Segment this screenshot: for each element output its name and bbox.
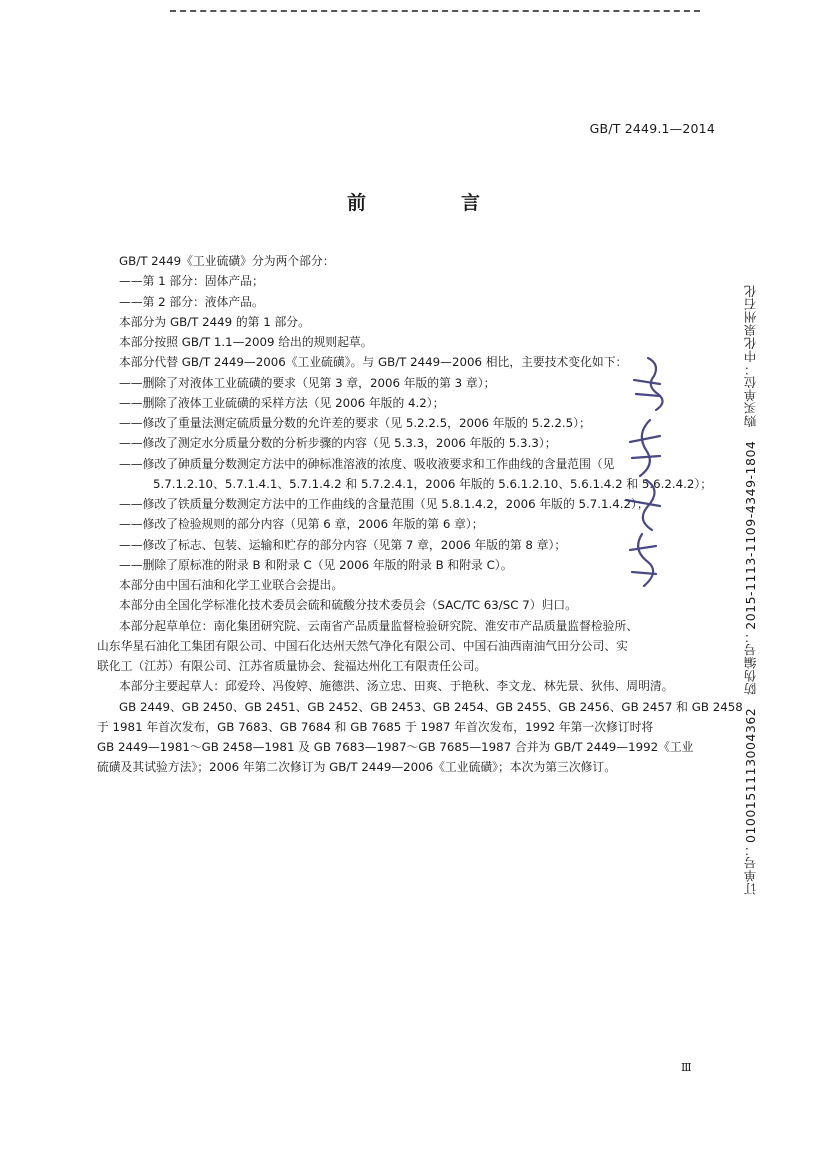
- text-line: 硫磺及其试验方法》；2006 年第二次修订为 GB/T 2449—2006《工业硫磺》；本次为第三次修订。: [97, 760, 617, 775]
- paragraph: 本部分由全国化学标准化技术委员会硫和硫酸分技术委员会（SAC/TC 63/SC 7）归口。: [119, 598, 577, 613]
- list-item: ——删除了原标准的附录 B 和附录 C（见 2006 年版的附录 B 和附录 C）。: [119, 557, 513, 572]
- list-item-continuation: 5.7.1.2.10、5.7.1.4.1、5.7.1.4.2 和 5.7.2.4.1，2006 年版的 5.6.1.2.10、5.6.1.4.2 和 5.6.2.4.2）；: [153, 476, 713, 491]
- text-line: 联化工（江苏）有限公司、江苏省质量协会、瓮福达州化工有限责任公司。: [97, 659, 487, 673]
- list-item: ——删除了对液体工业硫磺的要求（见第 3 章，2006 年版的第 3 章）；: [119, 375, 496, 390]
- list-item: ——修改了砷质量分数测定方法中的砷标准溶液的浓度、吸收液要求和工作曲线的含量范围（见: [119, 456, 615, 471]
- paragraph: 本部分代替 GB/T 2449—2006《工业硫磺》。与 GB/T 2449—2006 相比，主要技术变化如下：: [119, 355, 628, 370]
- history-paragraph: [97, 697, 743, 778]
- text-line: GB 2449、GB 2450、GB 2451、GB 2452、GB 2453、GB 2454、GB 2455、GB 2456、GB 2457 和 GB 2458: [119, 699, 743, 714]
- list-item: ——第 1 部分：固体产品；: [119, 274, 264, 289]
- list-item: ——修改了测定水分质量分数的分析步骤的内容（见 5.3.3，2006 年版的 5.3.3）；: [119, 436, 557, 451]
- standard-code: GB/T 2449.1—2014: [589, 121, 715, 136]
- paragraph: GB/T 2449《工业硫磺》分为两个部分：: [119, 254, 335, 268]
- foreword-body: [97, 251, 743, 778]
- paragraph: 本部分为 GB/T 2449 的第 1 部分。: [119, 314, 310, 329]
- list-item: ——修改了标志、包装、运输和贮存的部分内容（见第 7 章，2006 年版的第 8 章）；: [119, 537, 567, 552]
- list-item: ——删除了液体工业硫磺的采样方法（见 2006 年版的 4.2）；: [119, 395, 445, 410]
- list-item: ——修改了铁质量分数测定方法中的工作曲线的含量范围（见 5.8.1.4.2，2006 年版的 5.7.1.4.2）；: [119, 497, 649, 511]
- drafters-paragraph: 本部分主要起草人：邱爱玲、冯俊婷、施德洪、汤立忠、田爽、于艳秋、李文龙、林先景、狄伟、周明清。: [119, 679, 674, 694]
- page-title: 前 言: [346, 192, 518, 214]
- drafting-units-paragraph: [97, 616, 693, 677]
- paragraph: 本部分按照 GB/T 1.1—2009 给出的规则起草。: [119, 335, 373, 349]
- text-line: 于 1981 年首次发布，GB 7683、GB 7684 和 GB 7685 于 1987 年首次发布，1992 年第一次修订时将: [97, 719, 654, 734]
- paragraph: 本部分由中国石油和化学工业联合会提出。: [119, 578, 344, 592]
- page-number: Ⅲ: [681, 1061, 692, 1074]
- text-line: GB 2449—1981～GB 2458—1981 及 GB 7683—1987～GB 7685—1987 合并为 GB/T 2449—1992《工业: [97, 740, 694, 754]
- list-item: ——修改了重量法测定硫质量分数的允许差的要求（见 5.2.2.5，2006 年版的 5.2.2.5）；: [119, 416, 591, 430]
- list-item: ——第 2 部分：液体产品。: [119, 294, 264, 309]
- list-item: ——修改了检验规则的部分内容（见第 6 章，2006 年版的第 6 章）；: [119, 517, 484, 532]
- top-dashed-rule: [170, 10, 700, 12]
- text-line: 山东华星石油化工集团有限公司、中国石化达州天然气净化有限公司、中国石油西南油气田分公司、实: [97, 638, 628, 653]
- text-line: 本部分起草单位：南化集团研究院、云南省产品质量监督检验研究院、淮安市产品质量监督检验所、: [119, 618, 639, 633]
- order-info-margin: 订单号：0100151113004362 防伪编号：2015-1113-1109-4349-1804 购买单位：中化泉州石化: [743, 284, 758, 895]
